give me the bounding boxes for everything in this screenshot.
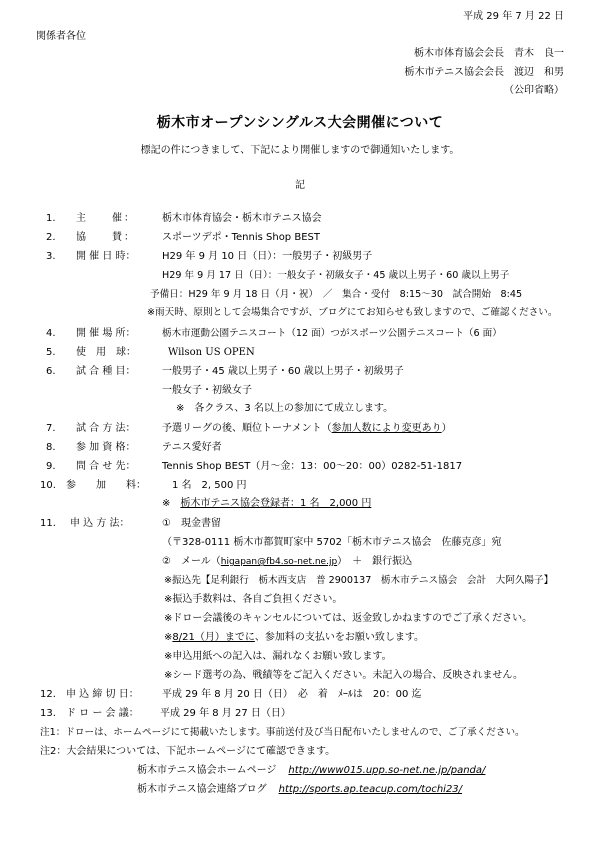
item-label: 申 込 方 法： [70, 518, 130, 529]
events-note: ※ 各クラス、3 名以上の参加にて成立します。 [176, 403, 394, 414]
rain-note: ※雨天時、原則として会場集合ですが、ブログにてお知らせも致しますので、ご確認ください。 [147, 307, 558, 318]
item-label: 参 加 料： [66, 480, 146, 491]
item-number: 7. [46, 423, 56, 434]
method-cash: ① 現金書留 [162, 518, 221, 529]
schedule-line-2: H29 年 9 月 17 日（日）：一般女子・初級女子・45 歳以上男子・60 歳以上男子 [162, 270, 510, 281]
item-label: 問 合 せ 先： [76, 461, 136, 472]
item-number: 10. [40, 480, 56, 491]
item-label: 協 賛： [76, 232, 136, 243]
item-number: 8. [46, 442, 56, 453]
blog-row [137, 783, 462, 797]
addressee: 関係者各位 [36, 31, 86, 42]
match-format-text: 予選リーグの後、順位トーナメント（ [162, 423, 332, 434]
payment-deadline-note [164, 631, 424, 645]
contact-value: Tennis Shop BEST（月～金：13：00～20：00）0282-51-1817 [162, 461, 463, 472]
bank-info: ※振込先【足利銀行 栃木西支店 普 2900137 栃木市テニス協会 会計 大阿久陽子】 [164, 575, 554, 586]
seal-note: （公印省略） [504, 85, 564, 96]
note-1: 注1：ドローは、ホームページにて掲載いたします。事前送付及び当日配布いたしませんので、ご了承ください。 [40, 727, 525, 738]
item-label: 開 催 日 時： [76, 251, 136, 262]
item-label: 申 込 締 切 日： [66, 689, 139, 700]
cancel-note: ※ドロー会議後のキャンセルについては、返金致しかねますのでご了承ください。 [164, 613, 533, 624]
document-title: 栃木市オープンシングルス大会開催について [156, 115, 444, 131]
email-link[interactable]: higapan@fb4.so-net.ne.jp [220, 557, 338, 567]
fee-note [162, 497, 371, 511]
ki-mark: 記 [295, 180, 305, 191]
item-value: スポーツデポ・Tennis Shop BEST [162, 232, 320, 243]
schedule-reserve-day: 予備日：H29 年 9 月 18 日（月・祝） ／ 集合・受付 8:15～30 試合開始 8:45 [150, 289, 523, 300]
item-number: 1. [46, 213, 56, 224]
payment-note-rest: 、参加料の支払いをお願い致します。 [254, 632, 425, 643]
events-line-1: 一般男子・45 歳以上男子・60 歳以上男子・初級男子 [162, 366, 404, 377]
item-number: 3. [46, 251, 56, 262]
fee-note-prefix: ※ [162, 498, 181, 509]
item-value: 栃木市運動公園テニスコート（12 面）つがスポーツ公園テニスコート（6 面） [162, 328, 502, 339]
item-number: 9. [46, 461, 56, 472]
item-number: 5. [46, 347, 56, 358]
method-email-prefix: ② メール（ [162, 556, 221, 567]
note-2: 注2：大会結果については、下記ホームページにて確認できます。 [40, 746, 336, 757]
item-value: Wilson US OPEN [168, 347, 255, 358]
fee-burden-note: ※振込手数料は、各自ご負担ください。 [164, 594, 343, 605]
sender-line-1: 栃木市体育協会会長 青木 良一 [414, 48, 564, 59]
match-format-underlined: 参加人数により変更あり [331, 423, 442, 434]
fee-note-text: 栃木市テニス協会登録者：1 名 2,000 円 [180, 498, 372, 509]
item-number: 6. [46, 366, 56, 377]
greeting: 標記の件につきまして、下記により開催しますので御通知いたします。 [140, 145, 460, 156]
form-fill-note: ※申込用紙への記入は、漏れなくお願い致します。 [164, 651, 392, 662]
seed-note: ※シード選考の為、戦績等をご記入ください。未記入の場合、反映されません。 [164, 670, 523, 681]
blog-label: 栃木市テニス協会連絡ブログ [137, 784, 267, 795]
item-number: 2. [46, 232, 56, 243]
item-label: ド ロ ー 会 議： [66, 708, 139, 719]
homepage-row [137, 764, 485, 778]
mail-address: （〒328-0111 栃木市都賀町家中 5702「栃木市テニス協会 佐藤克彦」宛 [162, 537, 502, 548]
item-number: 13. [40, 708, 56, 719]
homepage-label: 栃木市テニス協会ホームページ [137, 765, 277, 776]
draw-meeting-value: 平成 29 年 8 月 27 日（日） [160, 708, 291, 719]
payment-note-prefix: ※ [164, 632, 173, 643]
method-email-suffix: ） ＋ 銀行振込 [337, 556, 413, 567]
item-value: テニス愛好者 [162, 442, 222, 453]
match-format [162, 422, 452, 436]
fee-value: 1 名 2, 500 円 [172, 480, 247, 491]
match-format-close: ） [441, 423, 452, 434]
item-label: 主 催： [76, 213, 136, 224]
sender-line-2: 栃木市テニス協会会長 渡辺 和男 [404, 67, 564, 78]
document-date: 平成 29 年 7 月 22 日 [463, 11, 564, 22]
deadline-value: 平成 29 年 8 月 20 日（日） 必 着 ﾒｰﾙは 20：00 迄 [162, 689, 422, 700]
payment-note-date: 8/21（月）までに [172, 632, 255, 643]
item-label: 開 催 場 所： [76, 328, 136, 339]
item-number: 12. [40, 689, 56, 700]
item-label: 使 用 球： [76, 347, 136, 358]
item-number: 11. [40, 518, 56, 529]
item-number: 4. [46, 328, 56, 339]
item-label: 参 加 資 格： [76, 442, 136, 453]
item-label: 試 合 方 法： [76, 423, 136, 434]
schedule-line-1: H29 年 9 月 10 日（日）：一般男子・初級男子 [162, 251, 373, 262]
homepage-link[interactable]: http://www015.upp.so-net.ne.jp/panda/ [288, 765, 486, 776]
item-label: 試 合 種 目： [76, 366, 136, 377]
events-line-2: 一般女子・初級女子 [162, 385, 252, 396]
method-email [162, 555, 412, 569]
item-value: 栃木市体育協会・栃木市テニス協会 [162, 213, 322, 224]
blog-link[interactable]: http://sports.ap.teacup.com/tochi23/ [278, 784, 463, 795]
